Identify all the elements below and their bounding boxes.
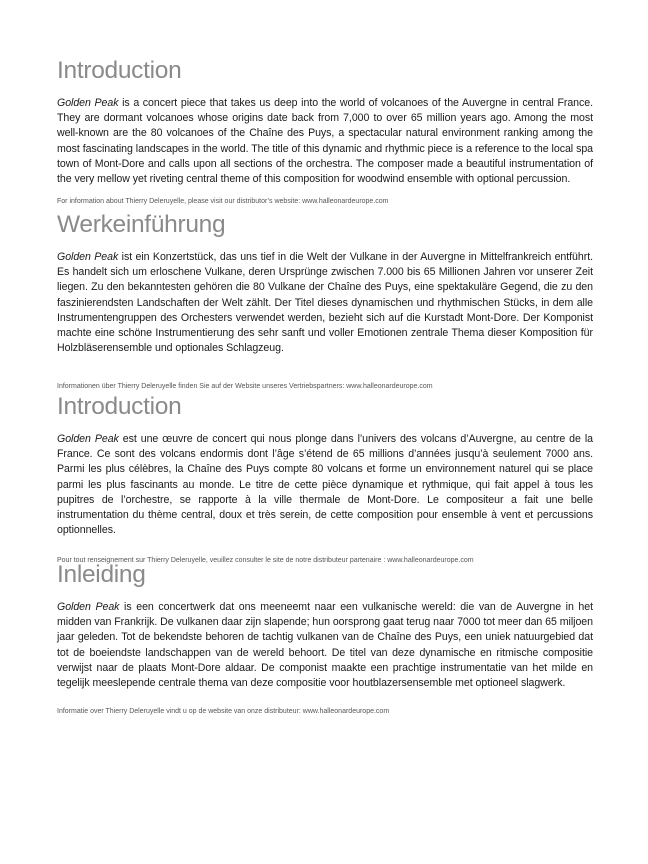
section-body (57, 250, 593, 356)
section-heading: Introduction (57, 57, 182, 84)
distributor-note: Informationen über Thierry Deleruyelle finden Sie auf der Website unseres Vertriebspartners: www.halleonardeurope.com (57, 383, 433, 391)
section-heading: Introduction (57, 393, 182, 420)
section-heading: Inleiding (57, 561, 146, 588)
work-title: Golden Peak (57, 97, 119, 109)
distributor-note: For information about Thierry Deleruyelle, please visit our distributor’s website: www.halleonardeurope.com (57, 198, 389, 206)
section-heading: Werkeinführung (57, 211, 226, 238)
body-text: est une œuvre de concert qui nous plonge dans l’univers des volcans d’Auvergne, au centre de la France. Ce sont des volcans endormis dont l’âge s’étend de 65 millions d’années jusqu’à seulement 7000 ans. Parmi les plus célèbres, la Chaîne des Puys compte 80 volcans et forme un environnement naturel qui se place parmi les plus fascinants au monde. Le titre de cette pièce dynamique et rythmique, qui fait appel à tous les pupitres de l’orchestre, se rapporte à la ville thermale de Mont-Dore. Le compositeur a fait une belle instrumentation du thème central, doux et très serein, de cette composition pour ensemble à vent et percussions optionnelles. (57, 433, 593, 537)
section-body (57, 432, 593, 538)
work-title: Golden Peak (57, 251, 119, 263)
section-english (57, 57, 593, 206)
distributor-note: Informatie over Thierry Deleruyelle vindt u op de website van onze distributeur: www.halleonardeurope.com (57, 708, 390, 716)
body-text: is een concertwerk dat ons meeneemt naar een vulkanische wereld: die van de Auvergne in het midden van Frankrijk. De vulkanen daar zijn slapende; hun oorsprong gaat terug naar 7000 tot meer dan 65 miljoen jaar geleden. Tot de bekendste behoren de tachtig vulkanen van de Chaîne des Puys, een uniek natuurgebied dat tot de boeiendste landschappen van de wereld behoort. De titel van deze dynamische en ritmische compositie verwijst naar de plaats Mont-Dore aldaar. De componist maakte een prachtige instrumentatie van het milde en tegelijk meeslepende centrale thema van deze compositie voor houtblazersensemble met optioneel slagwerk. (57, 601, 594, 690)
body-text: ist ein Konzertstück, das uns tief in die Welt der Vulkane in der Auvergne in Mittelfrankreich entführt. Es handelt sich um erloschene Vulkane, deren Ursprünge zwischen 7.000 bis 65 Millionen Jahren vor unserer Zeit liegen. Zu den bekanntesten gehören die 80 Vulkane der Chaîne des Puys, eine spektakuläre Gegend, die zu den faszinierendsten Landschaften der Welt zählt. Der Titel dieses dynamischen und rhythmischen Stücks, in dem alle Instrumentengruppen des Orchesters verwendet werden, bezieht sich auf die Kurstadt Mont-Dore. Der Komponist machte eine schöne Instrumentierung des sehr sanft und voller Emotionen zentrale Thema dieser Komposition für Holzbläserensemble und optionales Schlagzeug. (57, 251, 594, 355)
work-title: Golden Peak (57, 433, 119, 445)
section-dutch (57, 561, 593, 716)
distributor-note: Pour tout renseignement sur Thierry Deleruyelle, veuillez consulter le site de notre distributeur partenaire : www.halleonardeurope.com (57, 557, 474, 565)
section-french (57, 393, 593, 565)
work-title: Golden Peak (57, 601, 120, 613)
body-text: is a concert piece that takes us deep into the world of volcanoes of the Auvergne in central France. They are dormant volcanoes whose origins date back from 7,000 to over 65 million years ago. Among the most well-known are the 80 volcanoes of the Chaîne des Puys, a spectacular natural environment ranking among the most fascinating landscapes in the world. The title of this dynamic and rhythmic piece is a reference to the local spa town of Mont-Dore and calls upon all sections of the orchestra. The composer made a beautiful instrumentation of the very mellow yet riveting central theme of this composition for woodwind ensemble with optional percussion. (57, 97, 594, 186)
section-body (57, 96, 593, 187)
section-body (57, 600, 593, 691)
section-german (57, 211, 593, 391)
